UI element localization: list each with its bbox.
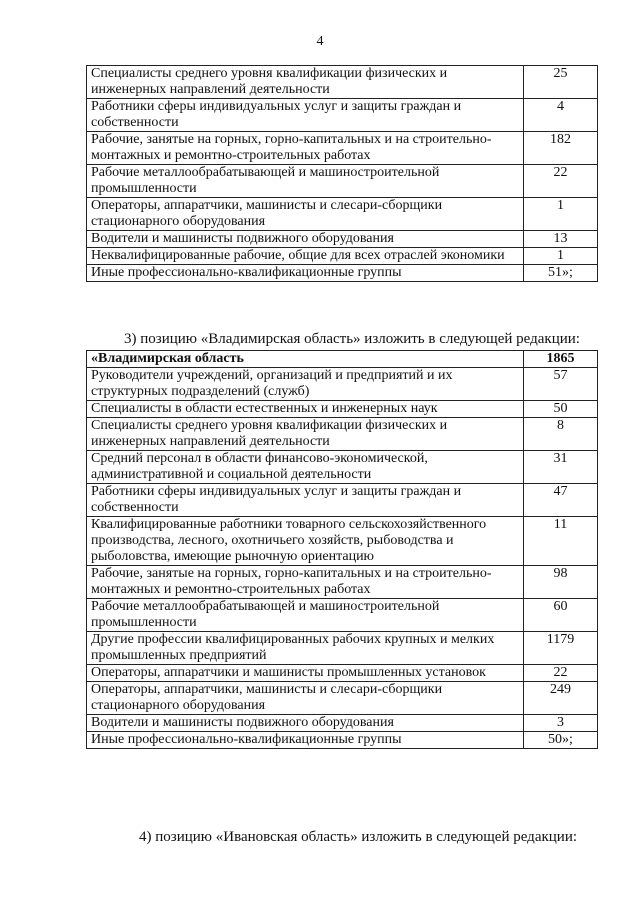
table-row xyxy=(87,401,598,418)
occupation-count: 13 xyxy=(524,231,598,248)
table-row xyxy=(87,599,598,632)
occupation-count: 47 xyxy=(524,484,598,517)
table-row xyxy=(87,665,598,682)
occupation-name: Рабочие, занятые на горных, горно-капитальных и на строительно-монтажных и ремонтно-строительных работах xyxy=(87,566,524,599)
paragraph-ivanovo-region: 4) позицию «Ивановская область» изложить в следующей редакции: xyxy=(139,829,578,845)
occupations-table-continued xyxy=(86,65,598,282)
table-row xyxy=(87,66,598,99)
occupation-count: 22 xyxy=(524,665,598,682)
table-row xyxy=(87,682,598,715)
table-row xyxy=(87,132,598,165)
occupation-count: 98 xyxy=(524,566,598,599)
occupation-count: 1 xyxy=(524,248,598,265)
table-row xyxy=(87,418,598,451)
table-row xyxy=(87,732,598,749)
occupation-name: Иные профессионально-квалификационные группы xyxy=(87,265,524,282)
occupation-count: 51»; xyxy=(524,265,598,282)
occupation-name: Специалисты среднего уровня квалификации физических и инженерных направлений деятельности xyxy=(87,418,524,451)
occupation-count: 8 xyxy=(524,418,598,451)
occupation-name: Специалисты среднего уровня квалификации физических и инженерных направлений деятельности xyxy=(87,66,524,99)
occupation-name: Работники сферы индивидуальных услуг и защиты граждан и собственности xyxy=(87,99,524,132)
occupation-name: Рабочие, занятые на горных, горно-капитальных и на строительно-монтажных и ремонтно-строительных работах xyxy=(87,132,524,165)
occupation-name: Другие профессии квалифицированных рабочих крупных и мелких промышленных предприятий xyxy=(87,632,524,665)
occupation-count: 57 xyxy=(524,368,598,401)
vladimir-region-table xyxy=(86,350,598,749)
occupation-name: «Владимирская область xyxy=(87,351,524,368)
occupation-name: Работники сферы индивидуальных услуг и защиты граждан и собственности xyxy=(87,484,524,517)
occupation-name: Водители и машинисты подвижного оборудования xyxy=(87,715,524,732)
occupation-name: Иные профессионально-квалификационные группы xyxy=(87,732,524,749)
table-row xyxy=(87,165,598,198)
table-row xyxy=(87,715,598,732)
occupation-count: 50»; xyxy=(524,732,598,749)
occupation-count: 50 xyxy=(524,401,598,418)
occupation-count: 22 xyxy=(524,165,598,198)
occupation-count: 31 xyxy=(524,451,598,484)
table-row xyxy=(87,484,598,517)
occupation-name: Специалисты в области естественных и инженерных наук xyxy=(87,401,524,418)
occupation-count: 60 xyxy=(524,599,598,632)
table-row xyxy=(87,632,598,665)
occupation-name: Операторы, аппаратчики и машинисты промышленных установок xyxy=(87,665,524,682)
table-row xyxy=(87,248,598,265)
occupation-count: 4 xyxy=(524,99,598,132)
page-number: 4 xyxy=(316,34,324,49)
occupation-name: Операторы, аппаратчики, машинисты и слесари-сборщики стационарного оборудования xyxy=(87,198,524,231)
table-row xyxy=(87,368,598,401)
occupation-count: 3 xyxy=(524,715,598,732)
occupation-name: Средний персонал в области финансово-экономической, административной и социальной деятельности xyxy=(87,451,524,484)
occupation-count: 249 xyxy=(524,682,598,715)
table-row xyxy=(87,198,598,231)
region-total-row xyxy=(87,351,598,368)
table-row xyxy=(87,517,598,566)
paragraph-vladimir-region: 3) позицию «Владимирская область» изложить в следующей редакции: xyxy=(124,331,580,347)
occupation-name: Рабочие металлообрабатывающей и машиностроительной промышленности xyxy=(87,165,524,198)
occupation-name: Неквалифицированные рабочие, общие для всех отраслей экономики xyxy=(87,248,524,265)
occupation-count: 182 xyxy=(524,132,598,165)
table-row xyxy=(87,451,598,484)
occupation-count: 1 xyxy=(524,198,598,231)
table-row xyxy=(87,566,598,599)
table-row xyxy=(87,231,598,248)
occupation-name: Руководители учреждений, организаций и предприятий и их структурных подразделений (служб) xyxy=(87,368,524,401)
occupation-count: 25 xyxy=(524,66,598,99)
table-row xyxy=(87,99,598,132)
occupation-name: Рабочие металлообрабатывающей и машиностроительной промышленности xyxy=(87,599,524,632)
occupation-count: 1179 xyxy=(524,632,598,665)
occupation-name: Водители и машинисты подвижного оборудования xyxy=(87,231,524,248)
occupation-name: Операторы, аппаратчики, машинисты и слесари-сборщики стационарного оборудования xyxy=(87,682,524,715)
occupation-name: Квалифицированные работники товарного сельскохозяйственного производства, лесного, охотничьего хозяйств, рыбоводства и рыболовства, имеющие рыночную ориентацию xyxy=(87,517,524,566)
occupation-count: 1865 xyxy=(524,351,598,368)
table-row xyxy=(87,265,598,282)
occupation-count: 11 xyxy=(524,517,598,566)
